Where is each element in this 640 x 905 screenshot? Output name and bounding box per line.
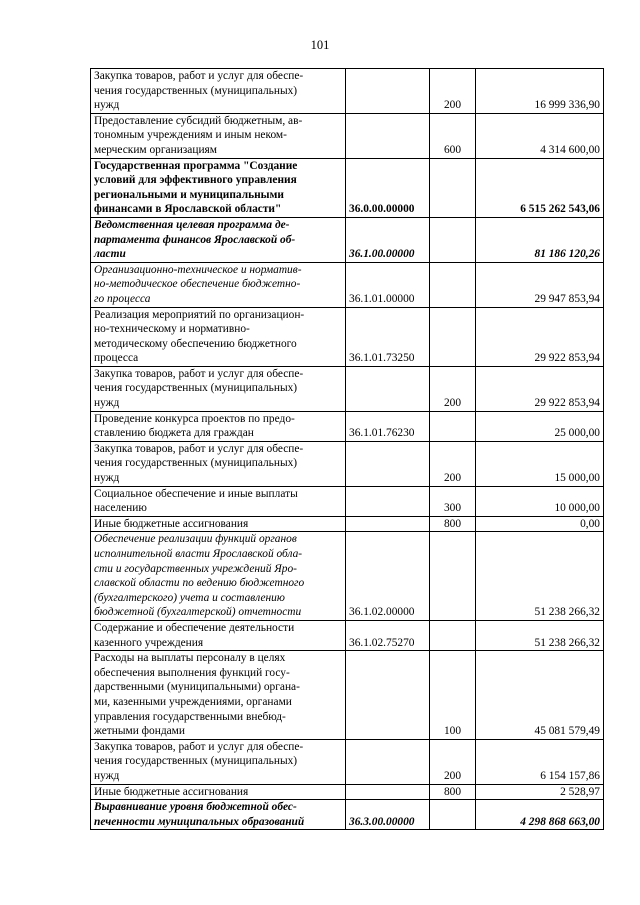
row-vr-cell: 300 [430,486,476,516]
row-code-cell [346,516,430,532]
row-name-line: Социальное обеспечение и иные выплаты [94,487,298,500]
row-vr-cell: 200 [430,739,476,784]
row-name-line: Ведомственная целевая программа де- [94,218,290,231]
row-vr-cell: 200 [430,69,476,114]
row-name-line: Проведение конкурса проектов по предо- [94,412,295,425]
row-name-line: (бухгалтерского) учета и составлению [94,591,285,604]
table-row [91,307,604,366]
row-name-cell [91,158,346,217]
table-row [91,441,604,486]
row-name-line: чения государственных (муниципальных) [94,457,298,470]
table-row [91,411,604,441]
table-row [91,217,604,262]
row-name-line: тономным учреждениям и иным неком- [94,129,287,142]
row-vr-cell [430,800,476,830]
row-name-line: Иные бюджетные ассигнования [94,517,249,530]
row-name-line: Иные бюджетные ассигнования [94,785,249,798]
row-code-cell: 36.1.02.00000 [346,532,430,621]
row-name-cell [91,739,346,784]
row-name-line: Содержание и обеспечение деятельности [94,621,295,634]
row-name-cell [91,441,346,486]
table-row [91,784,604,800]
row-name-line: славской области по ведению бюджетного [94,577,305,590]
row-name-line: Выравнивание уровня бюджетной обес- [94,801,297,814]
row-code-cell [346,441,430,486]
row-name-cell [91,366,346,411]
row-vr-cell [430,411,476,441]
row-name-line: нужд [94,397,120,410]
row-amount-cell: 45 081 579,49 [476,651,604,740]
row-name-line: Закупка товаров, работ и услуг для обеспе- [94,740,304,753]
row-name-cell [91,620,346,650]
row-name-line: чения государственных (муниципальных) [94,755,298,768]
row-name-line: региональными и муниципальными [94,188,284,201]
row-amount-cell: 2 528,97 [476,784,604,800]
row-name-line: Закупка товаров, работ и услуг для обеспе- [94,367,304,380]
row-name-line: обеспечения выполнения функций госу- [94,666,290,679]
row-vr-cell: 600 [430,113,476,158]
row-name-line: Предоставление субсидий бюджетным, ав- [94,114,303,127]
row-name-line: условий для эффективного управления [94,174,297,187]
table-row [91,800,604,830]
row-amount-cell: 0,00 [476,516,604,532]
row-name-line: чения государственных (муниципальных) [94,382,298,395]
row-amount-cell: 51 238 266,32 [476,532,604,621]
row-vr-cell [430,307,476,366]
row-code-cell [346,739,430,784]
row-name-line: Организационно-техническое и норматив- [94,263,302,276]
row-name-line: населению [94,502,147,515]
row-name-line: бюджетной (бухгалтерской) отчетности [94,606,302,619]
row-code-cell: 36.1.01.73250 [346,307,430,366]
row-name-line: Расходы на выплаты персоналу в целях [94,652,286,665]
row-amount-cell: 51 238 266,32 [476,620,604,650]
row-amount-cell: 29 947 853,94 [476,262,604,307]
row-name-cell [91,307,346,366]
row-name-line: го процесса [94,292,151,305]
table-row [91,486,604,516]
row-amount-cell: 16 999 336,90 [476,69,604,114]
row-vr-cell: 200 [430,441,476,486]
row-name-line: нужд [94,99,120,112]
row-code-cell [346,113,430,158]
row-name-cell [91,651,346,740]
row-name-line: но-техническому и нормативно- [94,323,250,336]
row-name-cell [91,69,346,114]
row-name-line: партамента финансов Ярославской об- [94,233,296,246]
row-name-cell [91,516,346,532]
row-name-line: дарственными (муниципальными) органа- [94,681,300,694]
table-row [91,262,604,307]
row-code-cell: 36.3.00.00000 [346,800,430,830]
row-amount-cell: 6 154 157,86 [476,739,604,784]
row-name-line: нужд [94,769,120,782]
row-code-cell: 36.1.01.00000 [346,262,430,307]
row-name-cell [91,411,346,441]
row-name-line: жетными фондами [94,725,185,738]
row-code-cell: 36.0.00.00000 [346,158,430,217]
row-code-cell: 36.1.02.75270 [346,620,430,650]
row-code-cell [346,366,430,411]
row-code-cell [346,651,430,740]
row-name-cell [91,800,346,830]
row-name-line: чения государственных (муниципальных) [94,84,298,97]
row-name-line: ласти [94,248,126,261]
row-name-line: мерческим организациям [94,143,217,156]
row-name-line: казенного учреждения [94,636,204,649]
row-name-line: Государственная программа "Создание [94,159,298,172]
row-amount-cell: 81 186 120,26 [476,217,604,262]
row-amount-cell: 15 000,00 [476,441,604,486]
row-code-cell [346,486,430,516]
budget-table-body [91,69,604,830]
row-amount-cell: 29 922 853,94 [476,307,604,366]
row-vr-cell: 100 [430,651,476,740]
table-row [91,739,604,784]
row-name-cell [91,486,346,516]
row-vr-cell [430,620,476,650]
row-name-line: нужд [94,472,120,485]
table-row [91,158,604,217]
row-name-line: но-методическое обеспечение бюджетно- [94,278,301,291]
row-vr-cell: 200 [430,366,476,411]
row-name-line: Обеспечение реализации функций органов [94,533,297,546]
table-row [91,113,604,158]
table-row [91,366,604,411]
row-name-line: ставлению бюджета для граждан [94,427,254,440]
page-number: 101 [310,38,330,52]
row-name-line: печенности муниципальных образований [94,815,305,828]
row-vr-cell [430,158,476,217]
row-vr-cell: 800 [430,516,476,532]
row-vr-cell: 800 [430,784,476,800]
row-amount-cell: 10 000,00 [476,486,604,516]
row-code-cell: 36.1.00.00000 [346,217,430,262]
row-name-cell [91,784,346,800]
row-vr-cell [430,217,476,262]
table-row [91,516,604,532]
row-name-line: управления государственными внебюд- [94,710,286,723]
row-name-line: ми, казенными учреждениями, органами [94,695,292,708]
table-row [91,69,604,114]
row-vr-cell [430,262,476,307]
row-amount-cell: 25 000,00 [476,411,604,441]
row-name-line: процесса [94,352,139,365]
row-name-line: исполнительной власти Ярославской обла- [94,548,303,560]
budget-table [90,68,604,830]
table-row [91,532,604,621]
row-name-line: сти и государственных учреждений Яро- [94,562,297,575]
row-name-cell [91,532,346,621]
row-amount-cell: 29 922 853,94 [476,366,604,411]
row-code-cell [346,784,430,800]
row-name-cell [91,262,346,307]
row-name-line: Реализация мероприятий по организацион- [94,308,305,321]
row-amount-cell: 6 515 262 543,06 [476,158,604,217]
row-name-line: финансами в Ярославской области" [94,203,282,216]
row-code-cell: 36.1.01.76230 [346,411,430,441]
row-amount-cell: 4 298 868 663,00 [476,800,604,830]
table-row [91,620,604,650]
row-name-cell [91,217,346,262]
row-code-cell [346,69,430,114]
row-name-cell [91,113,346,158]
row-amount-cell: 4 314 600,00 [476,113,604,158]
row-name-line: Закупка товаров, работ и услуг для обеспе- [94,442,304,455]
row-vr-cell [430,532,476,621]
table-row [91,651,604,740]
row-name-line: методическому обеспечению бюджетного [94,337,297,350]
row-name-line: Закупка товаров, работ и услуг для обеспе- [94,70,304,82]
